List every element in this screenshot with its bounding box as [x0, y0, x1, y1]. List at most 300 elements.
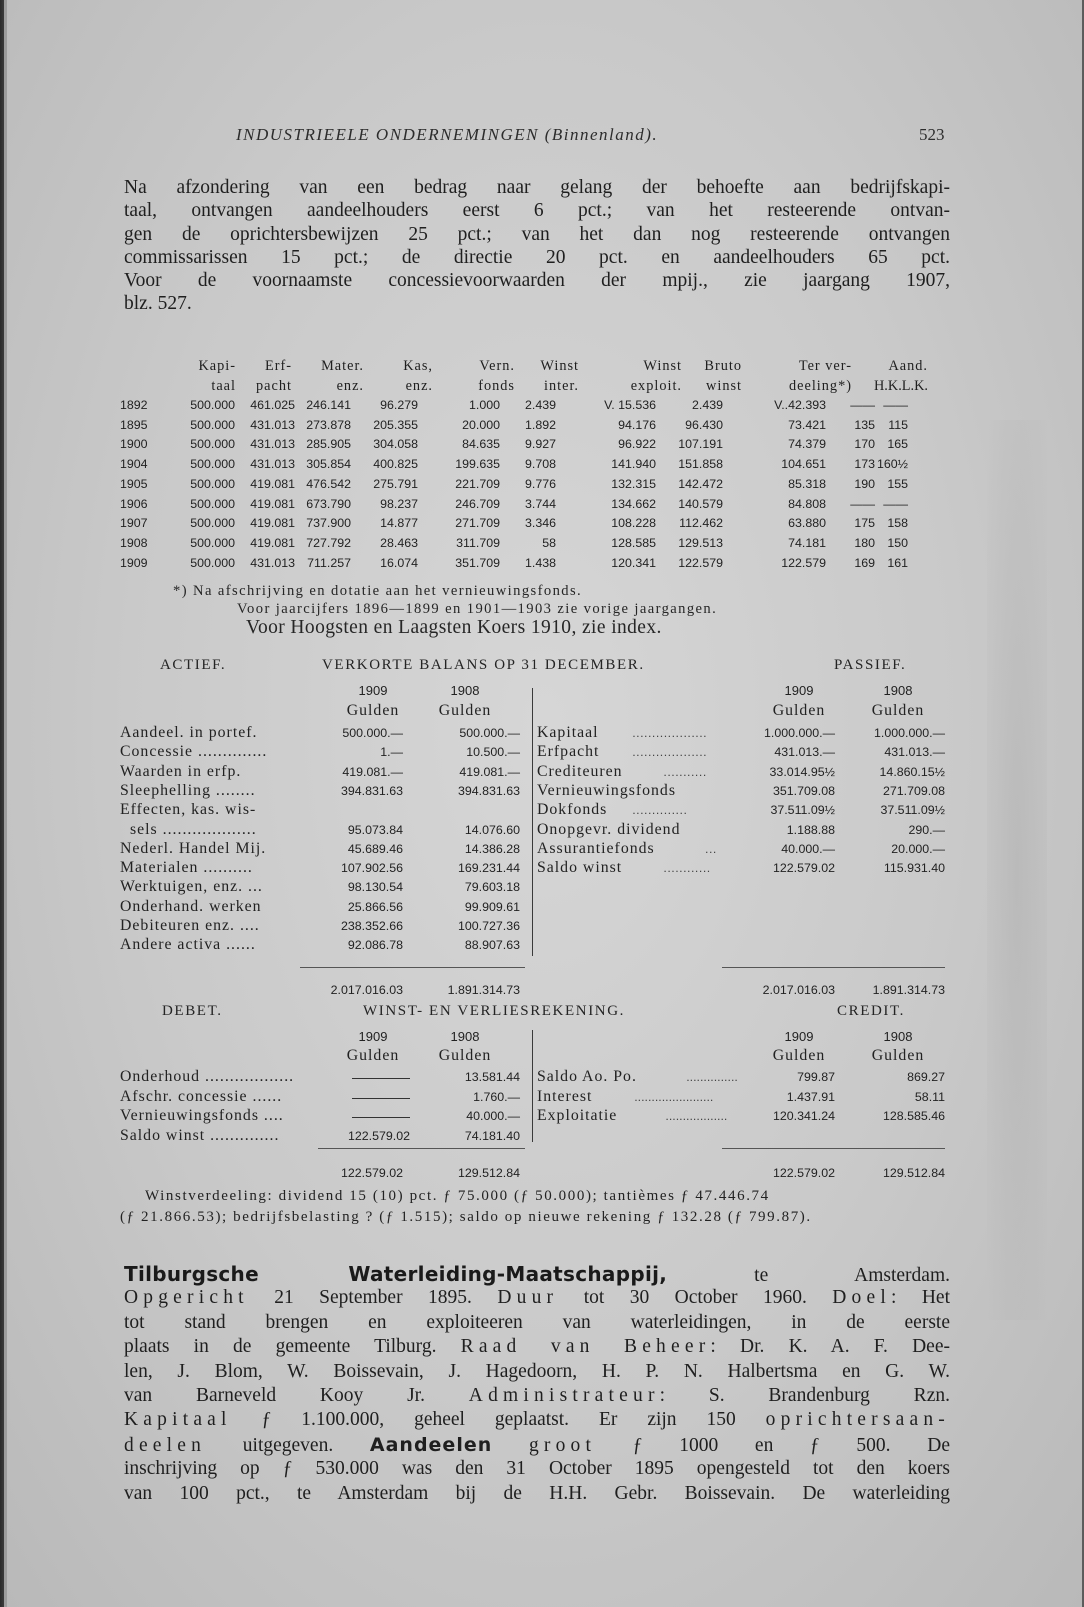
- stats-header-line2: H.K.L.K.: [873, 378, 928, 394]
- stats-cell: 104.651: [781, 457, 826, 472]
- stats-cell: 419.081: [250, 535, 295, 550]
- stats-cell: 122.579: [678, 555, 723, 570]
- stats-cell: 155: [887, 476, 908, 491]
- company-line: [124, 1408, 950, 1432]
- winst-unit-header: Gulden: [438, 1047, 492, 1064]
- stats-header-line2: exploit.: [630, 378, 682, 394]
- stats-cell: 94.176: [618, 417, 656, 432]
- stats-header-line2: enz.: [405, 378, 433, 394]
- intro-line: blz. 527.: [124, 293, 192, 315]
- passief-value-1908: 115.931.40: [883, 861, 945, 876]
- actief-value-1908: 79.603.18: [464, 880, 520, 895]
- balans-total-actief-1909: 2.017.016.03: [330, 983, 403, 997]
- stats-year: 1904: [120, 457, 148, 472]
- actief-value-1908: 10.500.—: [466, 745, 520, 760]
- stats-cell: 107.191: [678, 437, 723, 452]
- actief-value-1908: 88.907.63: [464, 938, 520, 953]
- passief-label: Assurantiefonds: [537, 839, 655, 857]
- stats-cell: 9.776: [524, 476, 556, 491]
- stats-cell: 151.858: [678, 457, 723, 472]
- company-line-text: : Het: [890, 1287, 951, 1309]
- company-spaced-term: Doel: [832, 1287, 891, 1309]
- actief-value-1909: 92.086.78: [347, 938, 403, 953]
- actief-value-1909: 419.081.—: [342, 764, 403, 779]
- company-line: [124, 1457, 950, 1481]
- stats-cell: 431.013: [250, 555, 295, 570]
- stats-cell: 9.927: [524, 437, 556, 452]
- stats-cell: 28.463: [380, 535, 418, 550]
- actief-value-1909: 98.130.54: [347, 880, 403, 895]
- company-spaced-term: Kapitaal: [124, 1409, 232, 1431]
- balans-unit-header: Gulden: [346, 702, 400, 719]
- stats-cell: 170: [854, 437, 875, 452]
- stats-cell: 305.854: [306, 457, 351, 472]
- company-line-text: ƒ 1000 en ƒ 500. De: [596, 1434, 950, 1456]
- passief-value-1909: 37.511.09½: [770, 803, 835, 818]
- passief-value-1909: 351.709.08: [772, 783, 835, 798]
- stats-cell: 419.081: [250, 496, 295, 511]
- stats-cell: 285.905: [306, 437, 351, 452]
- company-bold-term: Aandeelen: [369, 1433, 493, 1456]
- page-number: 523: [919, 125, 945, 144]
- stats-header-line2: deeling*): [789, 378, 852, 394]
- debet-value-1908: 13.581.44: [464, 1070, 520, 1084]
- stats-cell: 161: [887, 555, 908, 570]
- stats-cell: 500.000: [190, 516, 235, 531]
- actief-label: Debiteuren enz. ....: [120, 917, 260, 934]
- stats-cell: 311.709: [456, 535, 500, 550]
- winst-total-debet-1908: 129.512.84: [457, 1166, 520, 1180]
- passief-label: Vernieuwingsfonds: [537, 781, 676, 799]
- stats-cell: 84.808: [788, 496, 826, 511]
- stats-cell: 180: [854, 535, 875, 550]
- stats-header-line2: pacht: [256, 378, 292, 394]
- credit-value-1909: 120.341.24: [772, 1109, 835, 1123]
- stats-cell: 673.790: [306, 496, 351, 511]
- actief-value-1909: 25.866.56: [347, 899, 403, 914]
- winst-title: WINST- EN VERLIESREKENING.: [363, 1003, 626, 1019]
- debet-value-1908: 1.760.—: [473, 1089, 520, 1104]
- actief-value-1909: 45.689.46: [347, 841, 403, 856]
- company-line-text: len, J. Blom, W. Boissevain, J. Hagedoorn, H. P. N. Halbertsma en G. W.: [124, 1360, 950, 1382]
- balans-year-header: 1909: [358, 683, 388, 698]
- actief-value-1908: 500.000.—: [459, 726, 520, 740]
- actief-label: Waarden in erfp.: [120, 762, 242, 780]
- company-line: [124, 1286, 950, 1310]
- debet-value-1908: 40.000.—: [466, 1109, 520, 1123]
- winstverdeeling-line-2: (ƒ 21.866.53); bedrijfsbelasting ? (ƒ 1.515); saldo op nieuwe rekening ƒ 132.28 (ƒ 799.87).: [120, 1209, 812, 1225]
- winst-total-credit-1909: 122.579.02: [772, 1166, 835, 1180]
- stats-cell: 500.000: [190, 437, 235, 452]
- stats-cell: 419.081: [250, 516, 295, 531]
- credit-value-1908: 58.11: [914, 1089, 945, 1104]
- company-spaced-term: groot: [528, 1434, 597, 1456]
- actief-value-1908: 100.727.36: [457, 919, 520, 933]
- passief-leader-dots: ...........: [663, 764, 707, 779]
- winst-credit-title: CREDIT.: [837, 1003, 905, 1019]
- winst-divider: [532, 1030, 533, 1142]
- stats-cell: 14.877: [380, 516, 418, 531]
- intro-line: Voor de voornaamste concessievoorwaarden der mpij., zie jaargang 1907,: [124, 270, 950, 292]
- intro-line: gen de oprichtersbewijzen 25 pct.; van het dan nog resteerende ontvangen: [124, 223, 950, 245]
- passief-label: Kapitaal: [537, 724, 599, 741]
- balans-right-total-rule: [722, 967, 945, 968]
- passief-value-1909: 431.013.—: [774, 745, 835, 760]
- stats-cell: 246.709: [455, 496, 500, 511]
- stats-header-line2: winst: [706, 378, 742, 394]
- company-spaced-term: Administrateur: [468, 1385, 660, 1406]
- company-line-text: van 100 pct., te Amsterdam bij de H.H. Gebr. Boissevain. De waterleiding: [124, 1482, 950, 1504]
- passief-label: Onopgevr. dividend: [537, 820, 681, 838]
- winst-total-debet-1909: 122.579.02: [340, 1166, 403, 1180]
- stats-header-line2: enz.: [336, 378, 364, 394]
- stats-header-line1: Kapi-: [198, 358, 236, 374]
- stats-cell: 132.315: [611, 476, 656, 491]
- passief-value-1908: 431.013.—: [884, 745, 945, 760]
- stats-cell: 135: [854, 417, 875, 432]
- balans-divider: [532, 688, 533, 956]
- debet-value-1909: 122.579.02: [347, 1128, 410, 1143]
- stats-cell: 73.421: [788, 417, 826, 432]
- stats-cell: 112.462: [679, 516, 723, 531]
- stats-header-line1: Vern.: [479, 358, 515, 374]
- stats-note-koers: Voor Hoogsten en Laagsten Koers 1910, zie index.: [246, 617, 662, 638]
- intro-paragraph: [124, 176, 950, 316]
- stats-cell: 58: [542, 535, 556, 550]
- stats-cell: 120.341: [611, 555, 656, 570]
- actief-value-1909: 238.352.66: [340, 919, 403, 933]
- stats-cell: 158: [887, 516, 908, 531]
- passief-value-1908: 14.860.15½: [879, 764, 945, 779]
- winst-unit-header: Gulden: [346, 1047, 400, 1064]
- stats-header-line1: Bruto: [704, 358, 742, 374]
- passief-label: Dokfonds: [537, 801, 608, 819]
- debet-label: Saldo winst ..............: [120, 1126, 280, 1144]
- balans-unit-header: Gulden: [438, 702, 492, 719]
- credit-leader-dots: .......................: [634, 1089, 714, 1104]
- company-line-text: inschrijving op ƒ 530.000 was den 31 October 1895 opengesteld tot den koers: [124, 1458, 950, 1480]
- stats-cell: 271.709: [455, 516, 500, 531]
- stats-cell: 461.025: [250, 398, 295, 412]
- winst-unit-header: Gulden: [871, 1047, 925, 1064]
- running-header: INDUSTRIEELE ONDERNEMINGEN (Binnenland).: [236, 125, 659, 144]
- stats-cell: 85.318: [788, 476, 826, 491]
- stats-year: 1908: [120, 535, 148, 550]
- stats-cell: 134.662: [611, 496, 656, 511]
- stats-header-line1: Erf-: [264, 358, 292, 374]
- actief-label: Werktuigen, enz. ...: [120, 878, 263, 896]
- actief-value-1909: 107.902.56: [340, 861, 403, 876]
- winst-right-total-rule: [722, 1148, 945, 1149]
- debet-label: Vernieuwingsfonds ....: [120, 1107, 284, 1124]
- winst-left-total-rule: [318, 1148, 525, 1149]
- stats-cell: ——: [883, 398, 908, 412]
- balans-unit-header: Gulden: [871, 702, 925, 719]
- winst-year-header: 1908: [883, 1029, 913, 1044]
- stats-cell: 165: [887, 437, 908, 452]
- intro-line: taal, ontvangen aandeelhouders eerst 6 pct.; van het resteerende ontvan-: [124, 200, 950, 222]
- stats-cell: 141.940: [611, 457, 656, 472]
- passief-value-1908: 20.000.—: [891, 841, 945, 856]
- credit-value-1908: 128.585.46: [882, 1109, 945, 1123]
- stats-header-line1: Aand.: [888, 358, 928, 374]
- stats-year: 1905: [120, 476, 148, 491]
- stats-cell: 727.792: [306, 535, 351, 550]
- debet-empty-dash: [352, 1117, 410, 1118]
- balans-total-passief-1909: 2.017.016.03: [762, 983, 835, 997]
- actief-value-1908: 169.231.44: [457, 861, 520, 876]
- stats-cell: 74.181: [788, 535, 826, 550]
- stats-cell: 275.791: [373, 476, 418, 491]
- stats-cell: 63.880: [788, 516, 826, 531]
- stats-header-line1: Kas,: [403, 358, 433, 374]
- stats-cell: 246.141: [306, 398, 351, 412]
- stats-cell: 169: [854, 555, 875, 570]
- stats-cell: 129.513: [678, 535, 723, 550]
- stats-cell: 400.825: [373, 457, 418, 472]
- balans-year-header: 1908: [883, 683, 913, 698]
- stats-cell: 16.074: [380, 555, 418, 570]
- stats-cell: V..42.393: [774, 398, 826, 412]
- actief-value-1909: 1.—: [380, 745, 403, 760]
- balans-total-actief-1908: 1.891.314.73: [447, 983, 520, 997]
- stats-cell: 431.013: [250, 417, 295, 432]
- winst-debet-title: DEBET.: [162, 1003, 223, 1019]
- winst-year-header: 1908: [450, 1029, 480, 1044]
- credit-label: Interest: [537, 1087, 593, 1105]
- stats-cell: 9.708: [524, 457, 556, 472]
- stats-year: 1907: [120, 516, 148, 531]
- company-name: Tilburgsche Waterleiding-Maatschappij,: [124, 1262, 668, 1286]
- debet-label: Afschr. concessie ......: [120, 1087, 283, 1105]
- stats-cell: 173: [854, 457, 875, 472]
- balans-passief-title: PASSIEF.: [834, 657, 907, 673]
- company-spaced-term: Raad van Beheer: [460, 1336, 711, 1358]
- credit-value-1908: 869.27: [907, 1070, 945, 1084]
- actief-value-1909: 95.073.84: [347, 822, 403, 837]
- company-line-text: plaats in de gemeente Tilburg.: [124, 1336, 461, 1358]
- credit-label: Saldo Ao. Po.: [537, 1068, 637, 1085]
- stats-cell: 115: [888, 417, 908, 432]
- passief-value-1909: 1.188.88: [786, 822, 835, 837]
- credit-value-1909: 799.87: [797, 1070, 835, 1084]
- passief-value-1909: 33.014.95½: [769, 764, 835, 779]
- actief-label: Concessie ..............: [120, 743, 268, 761]
- stats-cell: 108.228: [611, 516, 656, 531]
- debet-label: Onderhoud ..................: [120, 1068, 295, 1085]
- actief-value-1909: 394.831.63: [340, 783, 403, 798]
- credit-label: Exploitatie: [537, 1107, 618, 1124]
- credit-leader-dots: ...............: [686, 1070, 738, 1084]
- passief-value-1909: 1.000.000.—: [764, 726, 835, 740]
- actief-value-1908: 14.076.60: [464, 822, 520, 837]
- balans-total-passief-1908: 1.891.314.73: [872, 983, 945, 997]
- stats-cell: 2.439: [524, 398, 556, 412]
- stats-cell: 2.439: [691, 398, 723, 412]
- stats-cell: 476.542: [306, 476, 351, 491]
- actief-label: Nederl. Handel Mij.: [120, 839, 267, 857]
- stats-cell: 199.635: [455, 457, 500, 472]
- stats-cell: 431.013: [250, 437, 295, 452]
- stats-cell: 500.000: [190, 417, 235, 432]
- winstverdeeling-line-1: Winstverdeeling: dividend 15 (10) pct. ƒ 75.000 (ƒ 50.000); tantièmes ƒ 47.446.74: [145, 1188, 770, 1204]
- stats-header-line2: taal: [211, 378, 236, 394]
- paper-stain: [987, 420, 1047, 1320]
- stats-cell: 3.744: [524, 496, 556, 511]
- company-line-text: uitgegeven.: [206, 1434, 370, 1456]
- stats-cell: 142.472: [678, 476, 723, 491]
- company-line-text: : Dr. K. A. F. Dee-: [710, 1336, 950, 1358]
- stats-cell: ——: [850, 398, 875, 412]
- stats-cell: 74.379: [788, 437, 826, 452]
- actief-label: Andere activa ......: [120, 936, 256, 954]
- stats-year: 1895: [120, 417, 148, 432]
- passief-leader-dots: ..............: [632, 803, 688, 818]
- intro-line: commissarissen 15 pct.; de directie 20 pct. en aandeelhouders 65 pct.: [124, 246, 950, 268]
- company-line: [124, 1262, 950, 1288]
- intro-line: Na afzondering van een bedrag naar gelang der behoefte aan bedrijfskapi-: [124, 177, 950, 198]
- stats-cell: 431.013: [250, 457, 295, 472]
- stats-cell: 122.579: [781, 555, 826, 570]
- balans-year-header: 1909: [784, 683, 814, 698]
- company-line: [124, 1335, 950, 1359]
- stats-cell: 500.000: [190, 398, 235, 412]
- actief-label: Sleephelling ........: [120, 781, 256, 799]
- stats-cell: 304.058: [373, 437, 418, 452]
- company-line-text: van Barneveld Kooy Jr.: [124, 1385, 469, 1406]
- company-spaced-term: Opgericht: [124, 1287, 249, 1309]
- company-line-text: : S. Brandenburg Rzn.: [659, 1385, 950, 1406]
- stats-cell: 500.000: [190, 457, 235, 472]
- stats-cell: V. 15.536: [604, 398, 656, 412]
- stats-cell: 419.081: [250, 476, 295, 491]
- passief-leader-dots: ...................: [632, 745, 708, 760]
- stats-cell: 711.257: [307, 555, 351, 570]
- stats-header-line1: Winst: [643, 358, 682, 374]
- company-line: [124, 1360, 950, 1384]
- passief-leader-dots: ............: [663, 861, 711, 876]
- passief-value-1908: 271.709.08: [882, 783, 945, 798]
- stats-cell: 500.000: [190, 535, 235, 550]
- stats-cell: 190: [854, 476, 875, 491]
- company-line-text: tot 30 October 1960.: [558, 1287, 833, 1309]
- stats-cell: 84.635: [462, 437, 500, 452]
- actief-label: Onderhand. werken: [120, 897, 262, 915]
- passief-value-1908: 1.000.000.—: [874, 726, 945, 740]
- balans-actief-title: ACTIEF.: [160, 657, 227, 673]
- stats-cell: 3.346: [524, 516, 556, 531]
- actief-value-1908: 394.831.63: [457, 783, 520, 798]
- debet-empty-dash: [352, 1078, 410, 1079]
- company-line: [124, 1384, 950, 1408]
- stats-cell: 500.000: [190, 476, 235, 491]
- balans-left-total-rule: [300, 967, 525, 968]
- stats-note-years: Voor jaarcijfers 1896—1899 en 1901—1903 zie vorige jaargangen.: [237, 601, 718, 617]
- stats-year: 1900: [120, 437, 148, 452]
- balans-unit-header: Gulden: [772, 702, 826, 719]
- actief-label: Effecten, kas. wis-: [120, 801, 257, 819]
- passief-value-1909: 122.579.02: [772, 861, 835, 876]
- company-line-text: ƒ 1.100.000, geheel geplaatst. Er zijn 150: [231, 1409, 766, 1431]
- stats-cell: 140.579: [678, 496, 723, 511]
- stats-year: 1906: [120, 496, 148, 511]
- passief-value-1909: 40.000.—: [781, 841, 835, 856]
- stats-header-line1: Mater.: [321, 358, 364, 374]
- company-line: [124, 1311, 950, 1335]
- stats-year: 1909: [120, 555, 148, 570]
- company-spaced-term: Duur: [497, 1287, 559, 1309]
- debet-value-1908: 74.181.40: [464, 1128, 520, 1143]
- passief-leader-dots: ...................: [632, 726, 708, 740]
- actief-label: Materialen ..........: [120, 859, 253, 877]
- stats-cell: 175: [854, 516, 875, 531]
- company-line-text: te Amsterdam.: [667, 1265, 950, 1286]
- actief-label: Aandeel. in portef.: [120, 724, 258, 741]
- stats-header-line1: Ter ver-: [798, 358, 852, 374]
- stats-cell: 160½: [876, 457, 908, 472]
- stats-cell: 500.000: [190, 496, 235, 511]
- stats-cell: 273.878: [306, 417, 351, 432]
- stats-header-line1: Winst: [540, 358, 579, 374]
- stats-cell: 96.922: [618, 437, 656, 452]
- stats-cell: 500.000: [190, 555, 235, 570]
- balans-title: VERKORTE BALANS OP 31 DECEMBER.: [322, 657, 645, 673]
- company-line: [124, 1482, 950, 1506]
- credit-leader-dots: ..................: [665, 1109, 728, 1123]
- stats-cell: ——: [850, 496, 875, 511]
- stats-cell: 20.000: [462, 417, 500, 432]
- stats-cell: ——: [883, 496, 908, 511]
- company-line-text: 21 September 1895.: [248, 1287, 498, 1309]
- stats-cell: 1.438: [524, 555, 556, 570]
- stats-cell: 128.585: [611, 535, 656, 550]
- passief-label: Saldo winst: [537, 859, 623, 877]
- winst-unit-header: Gulden: [772, 1047, 826, 1064]
- company-line-text: tot stand brengen en exploiteeren van waterleidingen, in de eerste: [124, 1311, 950, 1333]
- stats-cell: 1.000: [468, 398, 500, 412]
- actief-value-1908: 99.909.61: [464, 899, 520, 914]
- passief-leader-dots: ...: [705, 841, 717, 856]
- stats-cell: 96.279: [380, 398, 418, 412]
- stats-year: 1892: [120, 398, 148, 412]
- actief-value-1909: 500.000.—: [342, 726, 403, 740]
- passief-value-1908: 290.—: [908, 822, 945, 837]
- actief-value-1908: 14.386.28: [464, 841, 520, 856]
- passief-value-1908: 37.511.09½: [880, 803, 945, 818]
- credit-value-1909: 1.437.91: [786, 1089, 835, 1104]
- company-line-text: [492, 1435, 529, 1456]
- stats-cell: 150: [887, 535, 908, 550]
- company-spaced-term: deelen: [124, 1434, 207, 1456]
- stats-cell: 221.709: [455, 476, 500, 491]
- debet-empty-dash: [352, 1098, 410, 1099]
- stats-cell: 205.355: [373, 417, 418, 432]
- actief-label: sels ...................: [130, 820, 257, 838]
- winst-year-header: 1909: [784, 1029, 814, 1044]
- company-line: [124, 1433, 950, 1458]
- stats-header-line2: fonds: [478, 378, 515, 394]
- passief-label: Crediteuren: [537, 762, 623, 780]
- stats-cell: 96.430: [685, 417, 723, 432]
- stats-footnote: *) Na afschrijving en dotatie aan het vernieuwingsfonds.: [173, 583, 583, 599]
- passief-label: Erfpacht: [537, 743, 600, 761]
- stats-cell: 98.237: [380, 496, 418, 511]
- stats-cell: 1.892: [524, 417, 556, 432]
- winst-year-header: 1909: [358, 1029, 388, 1044]
- actief-value-1908: 419.081.—: [459, 764, 520, 779]
- stats-header-line2: inter.: [544, 378, 579, 394]
- stats-cell: 737.900: [306, 516, 351, 531]
